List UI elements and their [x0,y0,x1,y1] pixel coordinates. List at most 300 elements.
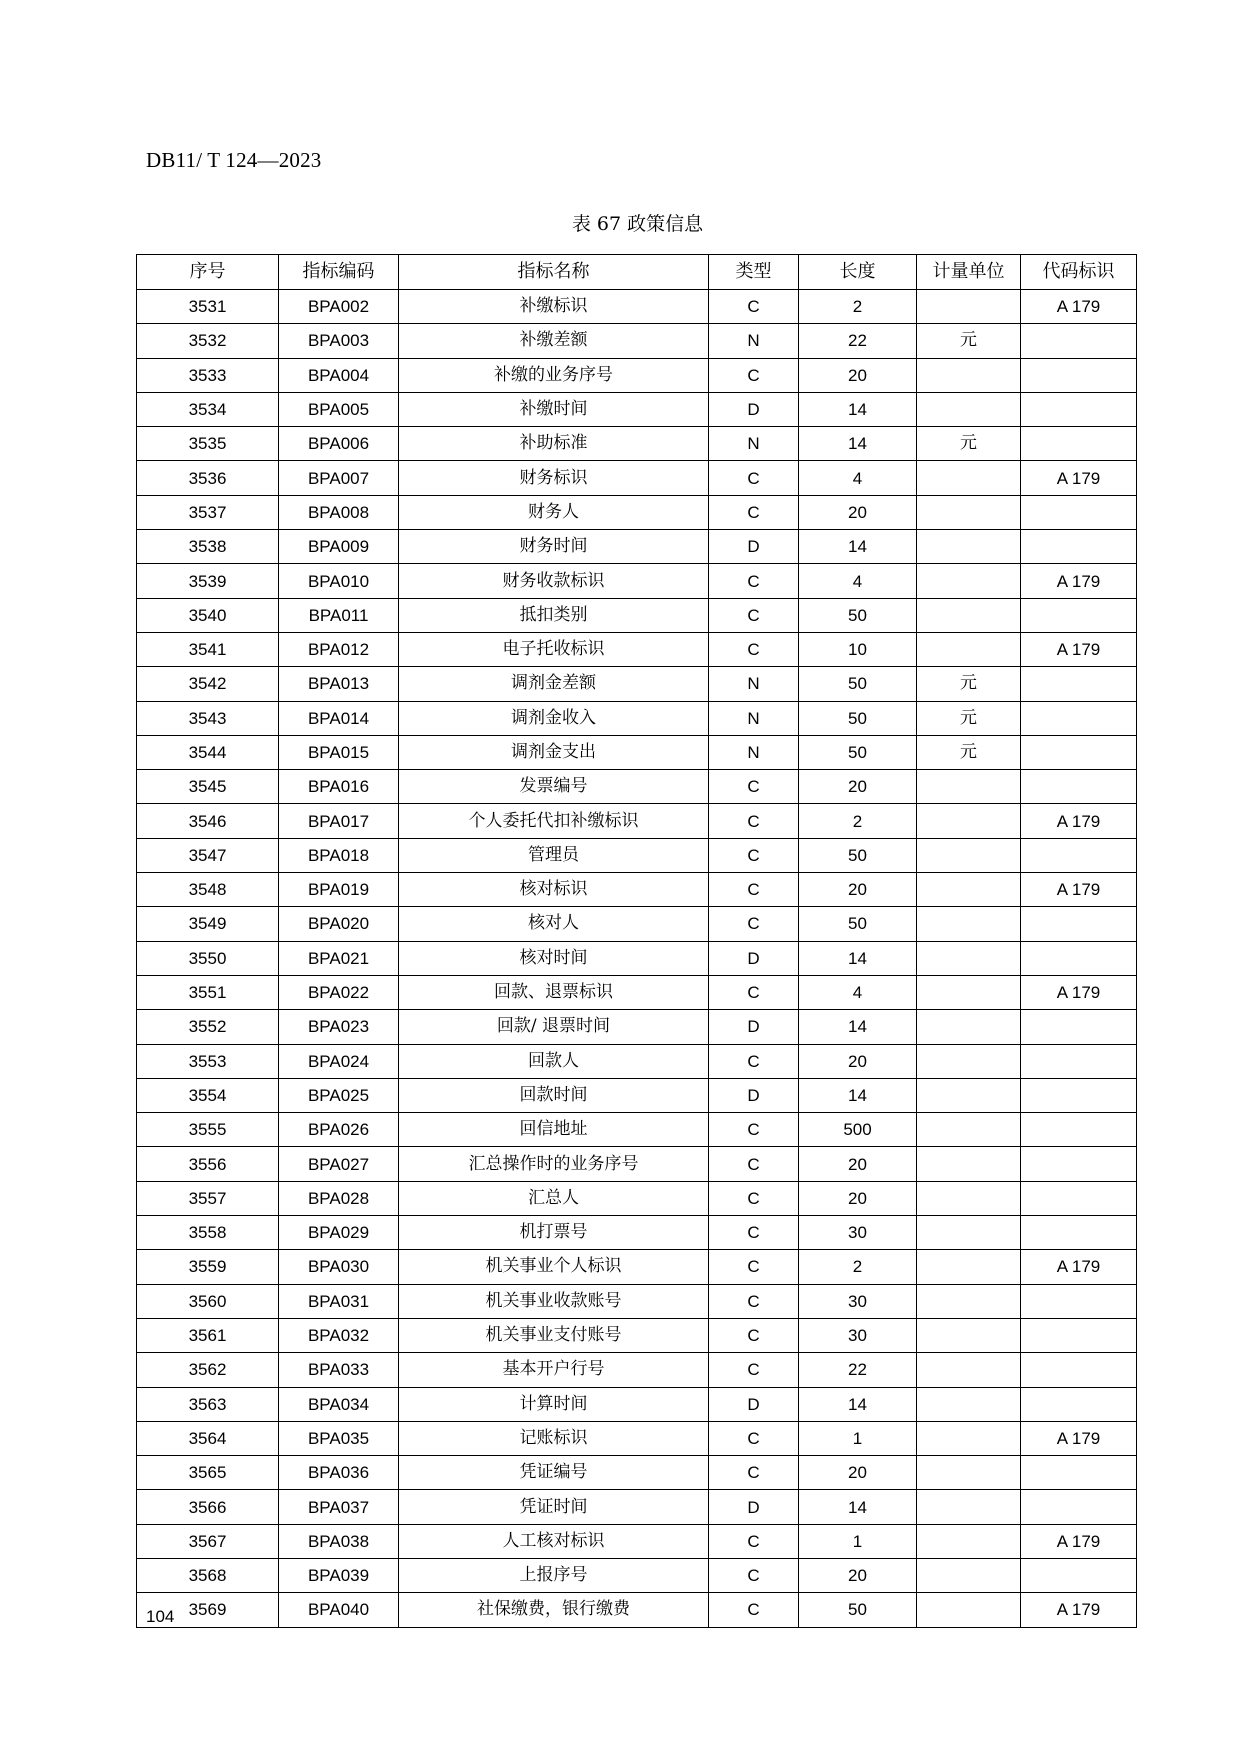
code-id-cell [1021,324,1137,358]
name-cell: 核对标识 [399,873,709,907]
seq-cell: 3555 [137,1113,279,1147]
length-cell: 2 [799,804,917,838]
length-cell: 50 [799,598,917,632]
unit-cell [917,1181,1021,1215]
unit-cell [917,632,1021,666]
table-row [137,907,1137,941]
type-cell: C [709,495,799,529]
seq-cell: 3556 [137,1147,279,1181]
unit-cell [917,1524,1021,1558]
table-row [137,1216,1137,1250]
seq-cell: 3540 [137,598,279,632]
code-id-cell [1021,1147,1137,1181]
unit-cell [917,838,1021,872]
name-cell: 发票编号 [399,770,709,804]
table-row [137,873,1137,907]
type-cell: C [709,461,799,495]
unit-cell [917,1558,1021,1592]
code-cell: BPA026 [279,1113,399,1147]
length-cell: 14 [799,427,917,461]
document-code: DB11/ T 124—2023 [146,148,322,172]
table-row [137,1147,1137,1181]
table-row [137,564,1137,598]
type-cell: C [709,632,799,666]
seq-cell: 3547 [137,838,279,872]
code-cell: BPA029 [279,1216,399,1250]
length-cell: 50 [799,701,917,735]
type-cell: C [709,804,799,838]
unit-cell [917,1593,1021,1627]
type-cell: C [709,975,799,1009]
table-row [137,1593,1137,1627]
code-id-cell: A 179 [1021,804,1137,838]
type-cell: D [709,1387,799,1421]
length-cell: 20 [799,495,917,529]
page-number: 104 [146,1607,175,1626]
code-id-cell [1021,1113,1137,1147]
length-cell: 50 [799,667,917,701]
code-cell: BPA040 [279,1593,399,1627]
length-cell: 50 [799,907,917,941]
code-cell: BPA030 [279,1250,399,1284]
table-row [137,975,1137,1009]
code-cell: BPA016 [279,770,399,804]
column-header-length: 长度 [799,255,917,290]
length-cell: 50 [799,838,917,872]
code-cell: BPA009 [279,530,399,564]
length-cell: 14 [799,1078,917,1112]
code-id-cell [1021,735,1137,769]
table-row [137,427,1137,461]
name-cell: 补缴的业务序号 [399,358,709,392]
type-cell: C [709,1147,799,1181]
table-row [137,1284,1137,1318]
code-cell: BPA032 [279,1318,399,1352]
name-cell: 财务标识 [399,461,709,495]
name-cell: 上报序号 [399,1558,709,1592]
code-cell: BPA020 [279,907,399,941]
table-row [137,1524,1137,1558]
code-cell: BPA034 [279,1387,399,1421]
code-id-cell: A 179 [1021,1250,1137,1284]
type-cell: C [709,838,799,872]
code-id-cell [1021,427,1137,461]
table-row [137,1387,1137,1421]
type-cell: C [709,1113,799,1147]
name-cell: 回信地址 [399,1113,709,1147]
unit-cell [917,1113,1021,1147]
table-row [137,530,1137,564]
type-cell: N [709,701,799,735]
length-cell: 14 [799,392,917,426]
type-cell: N [709,324,799,358]
name-cell: 社保缴费，银行缴费 [399,1593,709,1627]
code-id-cell: A 179 [1021,1524,1137,1558]
length-cell: 2 [799,1250,917,1284]
code-cell: BPA003 [279,324,399,358]
type-cell: D [709,1010,799,1044]
unit-cell: 元 [917,324,1021,358]
seq-cell: 3544 [137,735,279,769]
seq-cell: 3562 [137,1353,279,1387]
unit-cell [917,564,1021,598]
code-id-cell: A 179 [1021,1593,1137,1627]
code-id-cell [1021,1044,1137,1078]
name-cell: 调剂金差额 [399,667,709,701]
seq-cell: 3541 [137,632,279,666]
code-id-cell: A 179 [1021,290,1137,324]
seq-cell: 3557 [137,1181,279,1215]
code-cell: BPA022 [279,975,399,1009]
code-id-cell [1021,358,1137,392]
code-id-cell [1021,1284,1137,1318]
seq-cell: 3537 [137,495,279,529]
code-id-cell [1021,941,1137,975]
seq-cell: 3551 [137,975,279,1009]
unit-cell: 元 [917,701,1021,735]
unit-cell [917,941,1021,975]
length-cell: 20 [799,873,917,907]
table-row [137,1078,1137,1112]
code-cell: BPA035 [279,1421,399,1455]
unit-cell [917,392,1021,426]
name-cell: 管理员 [399,838,709,872]
length-cell: 20 [799,1147,917,1181]
seq-cell: 3531 [137,290,279,324]
seq-cell: 3554 [137,1078,279,1112]
length-cell: 1 [799,1524,917,1558]
code-id-cell [1021,1318,1137,1352]
code-cell: BPA015 [279,735,399,769]
code-cell: BPA021 [279,941,399,975]
code-id-cell: A 179 [1021,564,1137,598]
type-cell: D [709,392,799,426]
code-cell: BPA010 [279,564,399,598]
column-header-seq: 序号 [137,255,279,290]
length-cell: 20 [799,1558,917,1592]
code-cell: BPA011 [279,598,399,632]
name-cell: 回款、退票标识 [399,975,709,1009]
type-cell: N [709,735,799,769]
code-id-cell [1021,1456,1137,1490]
table-row [137,804,1137,838]
name-cell: 回款人 [399,1044,709,1078]
type-cell: C [709,1250,799,1284]
unit-cell [917,975,1021,1009]
code-id-cell [1021,1558,1137,1592]
table-row [137,632,1137,666]
seq-cell: 3565 [137,1456,279,1490]
name-cell: 记账标识 [399,1421,709,1455]
code-id-cell [1021,392,1137,426]
unit-cell [917,1078,1021,1112]
unit-cell [917,1490,1021,1524]
table-row [137,598,1137,632]
code-cell: BPA014 [279,701,399,735]
length-cell: 30 [799,1216,917,1250]
table-row [137,1490,1137,1524]
type-cell: C [709,1524,799,1558]
table-row [137,1010,1137,1044]
type-cell: D [709,1490,799,1524]
seq-cell: 3549 [137,907,279,941]
length-cell: 2 [799,290,917,324]
name-cell: 抵扣类别 [399,598,709,632]
code-cell: BPA039 [279,1558,399,1592]
table-title: 表 67 政策信息 [571,213,704,235]
type-cell: N [709,427,799,461]
unit-cell [917,461,1021,495]
code-id-cell: A 179 [1021,873,1137,907]
code-id-cell [1021,1181,1137,1215]
seq-cell: 3567 [137,1524,279,1558]
table-row [137,1456,1137,1490]
unit-cell [917,598,1021,632]
name-cell: 核对人 [399,907,709,941]
code-id-cell [1021,1078,1137,1112]
type-cell: C [709,598,799,632]
column-header-name: 指标名称 [399,255,709,290]
seq-cell: 3552 [137,1010,279,1044]
policy-info-table [136,254,1137,1628]
length-cell: 20 [799,1044,917,1078]
length-cell: 30 [799,1284,917,1318]
table-body [137,290,1137,1628]
column-header-code: 指标编码 [279,255,399,290]
length-cell: 20 [799,1181,917,1215]
code-cell: BPA007 [279,461,399,495]
table-row [137,495,1137,529]
type-cell: C [709,290,799,324]
unit-cell [917,770,1021,804]
code-id-cell [1021,907,1137,941]
name-cell: 机关事业个人标识 [399,1250,709,1284]
seq-cell: 3568 [137,1558,279,1592]
code-id-cell [1021,598,1137,632]
code-id-cell: A 179 [1021,975,1137,1009]
unit-cell [917,1147,1021,1181]
unit-cell [917,1044,1021,1078]
name-cell: 补缴标识 [399,290,709,324]
length-cell: 14 [799,1490,917,1524]
code-cell: BPA028 [279,1181,399,1215]
length-cell: 14 [799,530,917,564]
code-cell: BPA004 [279,358,399,392]
type-cell: C [709,1456,799,1490]
seq-cell: 3542 [137,667,279,701]
code-id-cell [1021,530,1137,564]
type-cell: C [709,1216,799,1250]
code-cell: BPA019 [279,873,399,907]
table-row [137,1353,1137,1387]
length-cell: 50 [799,1593,917,1627]
unit-cell [917,1216,1021,1250]
seq-cell: 3569 [137,1593,279,1627]
unit-cell [917,1318,1021,1352]
name-cell: 基本开户行号 [399,1353,709,1387]
code-cell: BPA017 [279,804,399,838]
code-cell: BPA031 [279,1284,399,1318]
seq-cell: 3559 [137,1250,279,1284]
code-id-cell [1021,1216,1137,1250]
code-cell: BPA018 [279,838,399,872]
code-cell: BPA006 [279,427,399,461]
type-cell: C [709,1284,799,1318]
name-cell: 机打票号 [399,1216,709,1250]
name-cell: 电子托收标识 [399,632,709,666]
table-row [137,1318,1137,1352]
unit-cell [917,804,1021,838]
seq-cell: 3539 [137,564,279,598]
seq-cell: 3546 [137,804,279,838]
name-cell: 回款/ 退票时间 [399,1010,709,1044]
code-id-cell [1021,495,1137,529]
length-cell: 1 [799,1421,917,1455]
seq-cell: 3545 [137,770,279,804]
seq-cell: 3560 [137,1284,279,1318]
type-cell: C [709,564,799,598]
length-cell: 20 [799,358,917,392]
type-cell: C [709,770,799,804]
column-header-code-id: 代码标识 [1021,255,1137,290]
type-cell: C [709,873,799,907]
seq-cell: 3548 [137,873,279,907]
length-cell: 20 [799,770,917,804]
type-cell: C [709,1421,799,1455]
type-cell: N [709,667,799,701]
seq-cell: 3534 [137,392,279,426]
type-cell: C [709,1044,799,1078]
type-cell: D [709,530,799,564]
name-cell: 凭证时间 [399,1490,709,1524]
code-id-cell: A 179 [1021,1421,1137,1455]
code-id-cell [1021,667,1137,701]
table-row [137,941,1137,975]
seq-cell: 3564 [137,1421,279,1455]
name-cell: 财务时间 [399,530,709,564]
unit-cell [917,1010,1021,1044]
code-id-cell [1021,1387,1137,1421]
unit-cell [917,1353,1021,1387]
table-row [137,667,1137,701]
table-row [137,770,1137,804]
unit-cell [917,1456,1021,1490]
table-row [137,358,1137,392]
name-cell: 调剂金支出 [399,735,709,769]
code-cell: BPA002 [279,290,399,324]
type-cell: C [709,1353,799,1387]
column-header-unit: 计量单位 [917,255,1021,290]
unit-cell [917,530,1021,564]
seq-cell: 3561 [137,1318,279,1352]
seq-cell: 3535 [137,427,279,461]
table-row [137,838,1137,872]
name-cell: 调剂金收入 [399,701,709,735]
unit-cell: 元 [917,735,1021,769]
unit-cell [917,1387,1021,1421]
code-cell: BPA033 [279,1353,399,1387]
unit-cell [917,873,1021,907]
seq-cell: 3532 [137,324,279,358]
length-cell: 30 [799,1318,917,1352]
code-cell: BPA025 [279,1078,399,1112]
type-cell: C [709,907,799,941]
code-id-cell [1021,1353,1137,1387]
unit-cell [917,358,1021,392]
table-row [137,735,1137,769]
table-row [137,1250,1137,1284]
name-cell: 补助标准 [399,427,709,461]
name-cell: 人工核对标识 [399,1524,709,1558]
seq-cell: 3563 [137,1387,279,1421]
name-cell: 汇总操作时的业务序号 [399,1147,709,1181]
type-cell: D [709,1078,799,1112]
table-row [137,392,1137,426]
seq-cell: 3543 [137,701,279,735]
code-cell: BPA037 [279,1490,399,1524]
type-cell: C [709,358,799,392]
code-cell: BPA023 [279,1010,399,1044]
length-cell: 22 [799,324,917,358]
unit-cell [917,495,1021,529]
name-cell: 机关事业支付账号 [399,1318,709,1352]
unit-cell [917,290,1021,324]
name-cell: 计算时间 [399,1387,709,1421]
length-cell: 20 [799,1456,917,1490]
code-cell: BPA036 [279,1456,399,1490]
seq-cell: 3550 [137,941,279,975]
unit-cell [917,907,1021,941]
length-cell: 14 [799,1387,917,1421]
code-cell: BPA008 [279,495,399,529]
code-id-cell [1021,838,1137,872]
length-cell: 4 [799,975,917,1009]
length-cell: 22 [799,1353,917,1387]
seq-cell: 3536 [137,461,279,495]
name-cell: 回款时间 [399,1078,709,1112]
code-id-cell: A 179 [1021,461,1137,495]
code-id-cell [1021,701,1137,735]
code-id-cell [1021,770,1137,804]
name-cell: 财务人 [399,495,709,529]
table-row [137,290,1137,324]
name-cell: 机关事业收款账号 [399,1284,709,1318]
name-cell: 财务收款标识 [399,564,709,598]
length-cell: 14 [799,1010,917,1044]
code-cell: BPA005 [279,392,399,426]
table-row [137,1421,1137,1455]
seq-cell: 3533 [137,358,279,392]
seq-cell: 3558 [137,1216,279,1250]
type-cell: C [709,1181,799,1215]
type-cell: D [709,941,799,975]
table-row [137,1558,1137,1592]
name-cell: 个人委托代扣补缴标识 [399,804,709,838]
length-cell: 14 [799,941,917,975]
table-row [137,1113,1137,1147]
seq-cell: 3566 [137,1490,279,1524]
name-cell: 补缴时间 [399,392,709,426]
table-row [137,461,1137,495]
column-header-type: 类型 [709,255,799,290]
unit-cell [917,1284,1021,1318]
unit-cell [917,1250,1021,1284]
seq-cell: 3553 [137,1044,279,1078]
length-cell: 500 [799,1113,917,1147]
length-cell: 50 [799,735,917,769]
name-cell: 汇总人 [399,1181,709,1215]
code-cell: BPA038 [279,1524,399,1558]
